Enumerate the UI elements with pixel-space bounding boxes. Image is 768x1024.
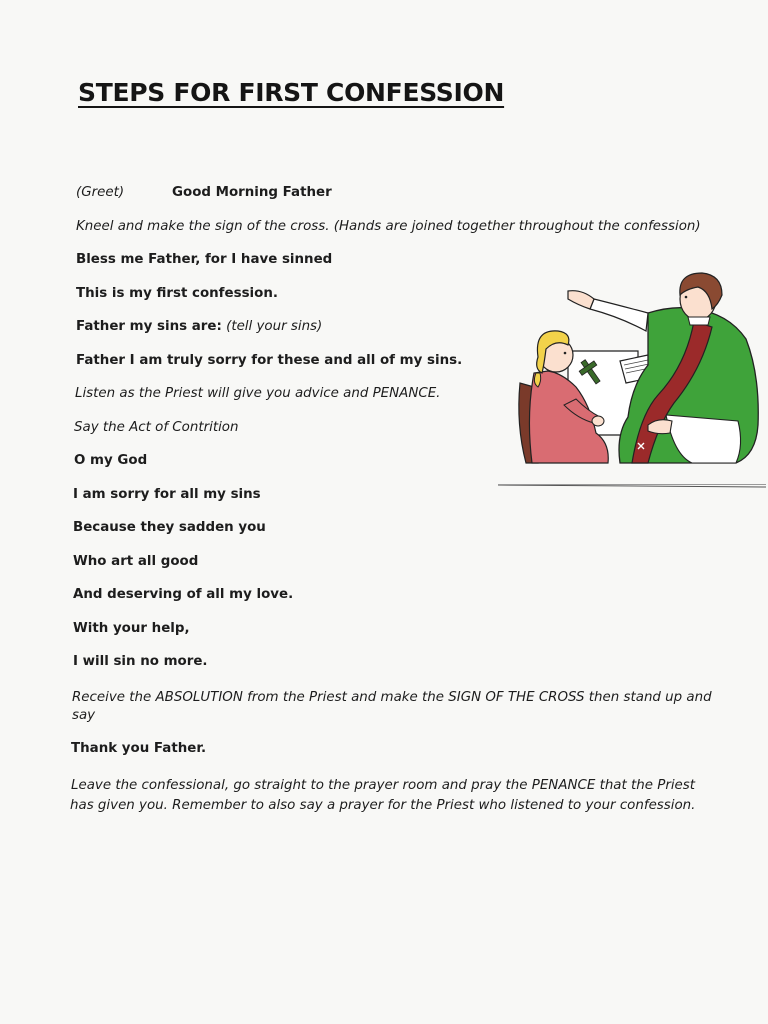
prayer-line: I will sin no more. (73, 654, 208, 669)
leave-instruction-line-1: Leave the confessional, go straight to the prayer room and pray the PENANCE that the Priest (71, 778, 696, 793)
prayer-line: With your help, (73, 621, 190, 636)
sins-label: Father my sins are: (76, 319, 222, 334)
greet-label: (Greet) (76, 185, 125, 200)
act-of-contrition-instruction: Say the Act of Contrition (74, 420, 239, 435)
sorry-line: Father I am truly sorry for these and all of my sins. (76, 353, 463, 368)
thanks-line: Thank you Father. (71, 741, 207, 756)
prayer-line: Because they sadden you (73, 520, 266, 535)
absolution-instruction-line-1: Receive the ABSOLUTION from the Priest and make the SIGN OF THE CROSS then stand up and (72, 690, 712, 705)
priest-sleeve-icon (590, 299, 648, 331)
prayer-line: And deserving of all my love. (73, 587, 294, 602)
prayer-line: O my God (74, 453, 148, 468)
sins-note: (tell your sins) (226, 319, 323, 334)
illustration-divider (498, 484, 766, 485)
leave-instruction-line-2: has given you. Remember to also say a prayer for the Priest who listened to your confession. (70, 798, 696, 813)
greet-text: Good Morning Father (172, 185, 332, 200)
prayer-line: Who art all good (73, 554, 199, 569)
child-hands-icon (592, 416, 604, 426)
listen-instruction: Listen as the Priest will give you advice and PENANCE. (75, 386, 441, 401)
bless-line: Bless me Father, for I have sinned (76, 252, 333, 267)
priest-blessing-child-illustration (498, 265, 766, 493)
page-title: STEPS FOR FIRST CONFESSION (78, 78, 505, 107)
sins-line (76, 318, 322, 336)
floor-line (498, 485, 766, 487)
absolution-instruction-line-2: say (72, 708, 96, 723)
first-confession-line: This is my first confession. (76, 286, 278, 301)
blessing-hand-icon (568, 291, 594, 309)
kneel-instruction: Kneel and make the sign of the cross. (Hands are joined together throughout the confession) (76, 219, 701, 234)
prayer-line: I am sorry for all my sins (73, 487, 261, 502)
